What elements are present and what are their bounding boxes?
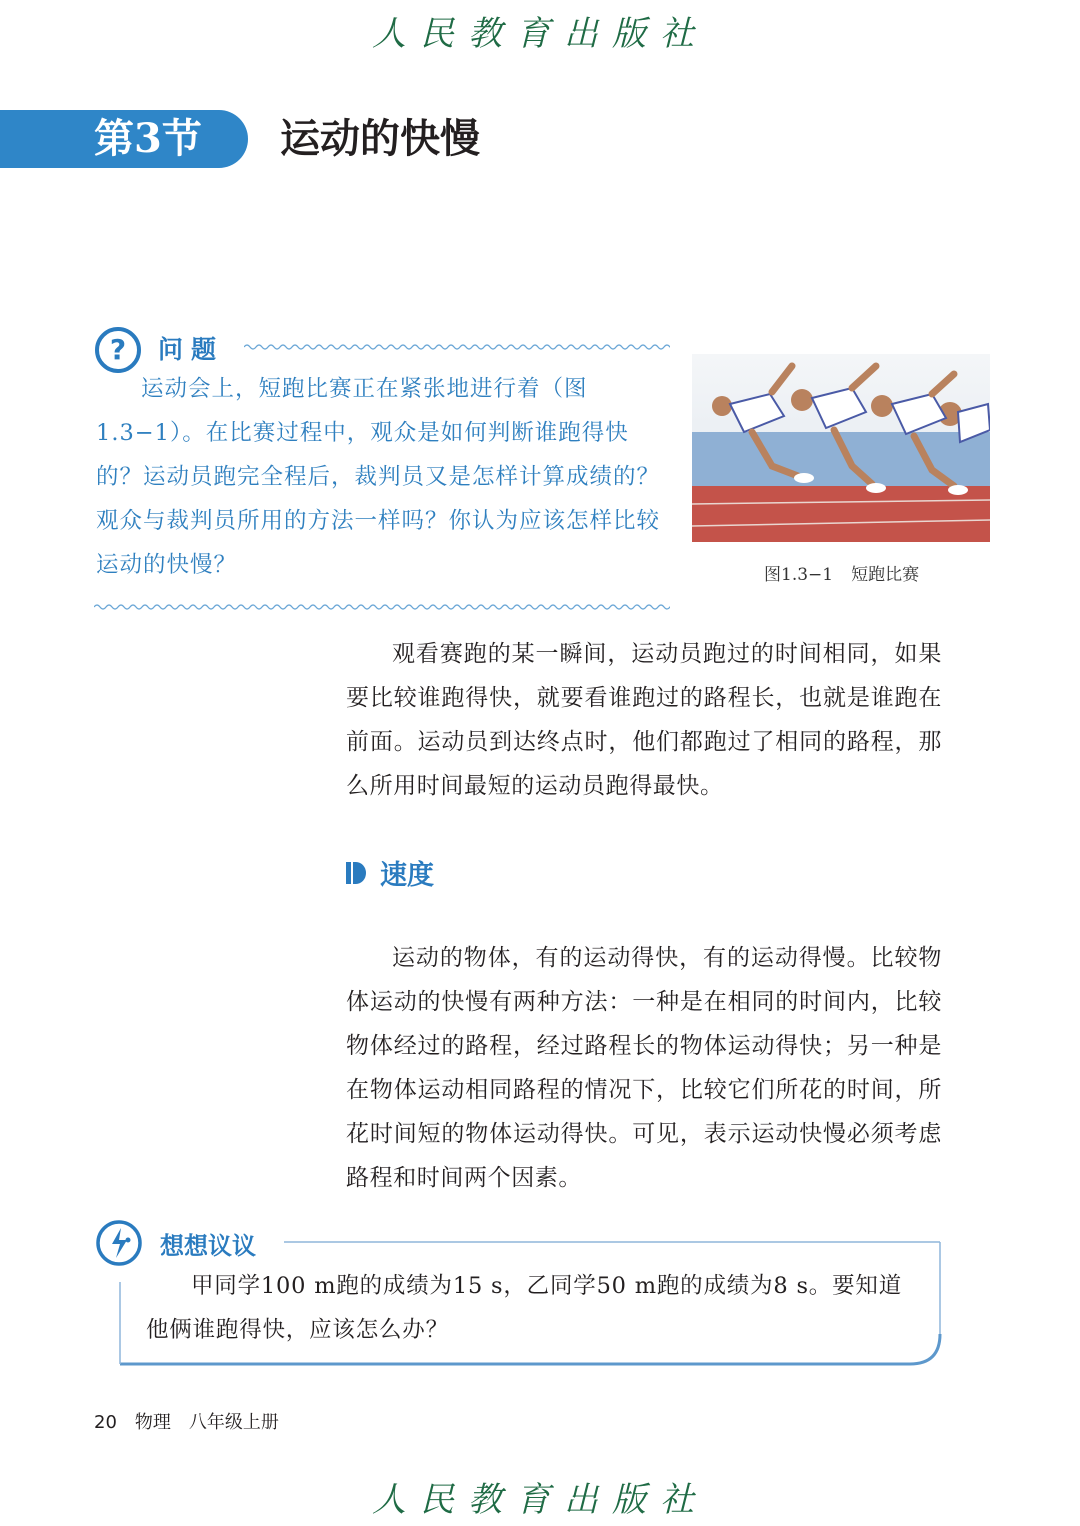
page-number: 20: [94, 1412, 117, 1433]
think-discuss-label: 想想议议: [160, 1232, 256, 1260]
figure-caption: [764, 560, 919, 585]
svg-text:?: ?: [109, 333, 127, 366]
body-paragraph-2: [346, 936, 942, 1200]
publisher-logo-top: 人民教育出版社: [372, 14, 708, 54]
footer-subject: 物理: [134, 1412, 171, 1433]
think-paragraph: 甲同学100 m跑的成绩为15 s，乙同学50 m跑的成绩为8 s。要知道他俩谁跑得快，应该怎么办？: [146, 1273, 902, 1343]
footer-book: 八年级上册: [188, 1412, 279, 1433]
question-label: 问题: [158, 335, 225, 364]
question-bottom-divider: [94, 602, 670, 612]
subheading-marker-icon: [346, 862, 366, 884]
paragraph-text: 观看赛跑的某一瞬间，运动员跑过的时间相同，如果要比较谁跑得快，就要看谁跑过的路程长，也就是谁跑在前面。运动员到达终点时，他们都跑过了相同的路程，那么所用时间最短的运动员跑得最快。: [346, 641, 942, 799]
sprint-race-photo: [692, 354, 990, 542]
subheading-speed: 速度: [380, 860, 434, 891]
page-footer: [94, 1408, 279, 1434]
question-paragraph: 运动会上，短跑比赛正在紧张地进行着（图1.3−1）。在比赛过程中，观众是如何判断谁跑得快的？运动员跑完全程后，裁判员又是怎样计算成绩的？观众与裁判员所用的方法一样吗？你认为应该怎样比较运动的快慢？: [96, 376, 661, 578]
section-title: 运动的快慢: [280, 116, 480, 162]
body-paragraph-1: [346, 632, 942, 808]
paragraph-text: 运动的物体，有的运动得快，有的运动得慢。比较物体运动的快慢有两种方法：一种是在相同的时间内，比较物体经过的路程，经过路程长的物体运动得快；另一种是在物体运动相同路程的情况下，比较它们所花的时间，所花时间短的物体运动得快。可见，表示运动快慢必须考虑路程和时间两个因素。: [346, 945, 942, 1191]
figure-caption-text: 短跑比赛: [851, 565, 920, 585]
question-text: [96, 367, 670, 587]
figure-number: 图1.3−1: [764, 565, 834, 585]
lightbulb-think-icon: [94, 1218, 144, 1268]
section-number: 第3节: [94, 115, 202, 162]
publisher-logo-bottom: 人民教育出版社: [372, 1480, 708, 1520]
question-top-divider: [244, 342, 670, 352]
think-discuss-text: [146, 1264, 922, 1352]
